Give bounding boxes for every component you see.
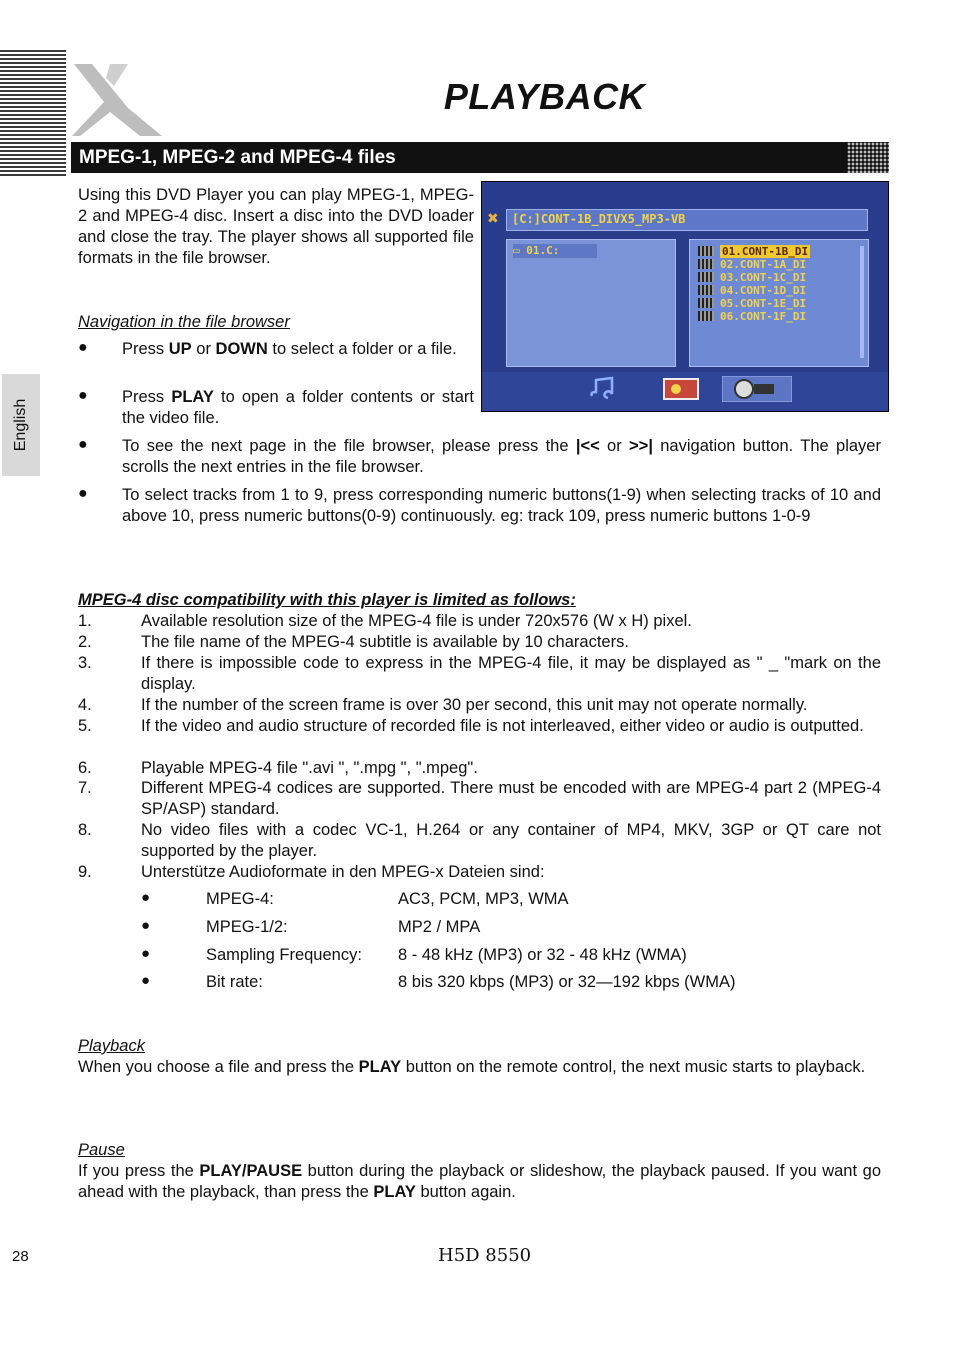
audio-value: AC3, PCM, MP3, WMA [398, 890, 569, 908]
list-item: Unterstütze Audioformate in den MPEG-x Dateien sind: [141, 863, 545, 881]
audio-label: Sampling Frequency: [206, 946, 362, 964]
compat-heading: MPEG-4 disc compatibility with this player is limited as follows: [78, 591, 576, 609]
audio-value: 8 - 48 kHz (MP3) or 32 - 48 kHz (WMA) [398, 946, 687, 964]
file-item: 03.CONT-1C_DI [720, 271, 807, 284]
list-number: 3. [78, 654, 92, 672]
footer-brand: H5D 8550 [438, 1245, 532, 1266]
list-number: 8. [78, 821, 92, 839]
list-number: 1. [78, 612, 92, 630]
list-item: Available resolution size of the MPEG-4 file is under 720x576 (W x H) pixel. [141, 612, 692, 630]
audio-label: MPEG-4: [206, 890, 274, 908]
music-icon [582, 376, 652, 402]
page-number: 28 [12, 1248, 29, 1265]
file-icon [698, 272, 714, 282]
path-text: [C:]CONT-1B_DIVX5_MP3-VB [512, 212, 686, 226]
folder-icon: ▭ [513, 244, 527, 257]
pause-paragraph: If you press the PLAY/PAUSE button during the playback or slideshow, the playback paused. If you want go ahead with the playback, than press the PLAY button again. [78, 1162, 881, 1201]
file-icon [698, 298, 714, 308]
audio-label: MPEG-1/2: [206, 918, 288, 936]
bullet-item: Press UP or DOWN to select a folder or a file. [122, 340, 457, 358]
file-icon [698, 311, 714, 321]
file-item: 01.CONT-1B_DI [722, 245, 809, 258]
page-title: PLAYBACK [443, 76, 646, 117]
intro-paragraph: Using this DVD Player you can play MPEG-1, MPEG-2 and MPEG-4 disc. Insert a disc into the DVD loader and close the tray. The player shows all supported file formats in the file browser. [78, 186, 474, 267]
movie-icon [722, 376, 792, 402]
folder-item [513, 244, 597, 258]
folder-pane [506, 239, 676, 367]
section-header [71, 142, 889, 173]
bullet-icon: ● [141, 917, 151, 934]
file-icon [698, 259, 714, 269]
media-type-bar [482, 372, 888, 411]
file-item: 04.CONT-1D_DI [720, 284, 807, 297]
file-pane [689, 239, 869, 367]
list-number: 9. [78, 863, 92, 881]
disc-icon: ✖ [487, 210, 499, 226]
list-item: Playable MPEG-4 file ".avi ", ".mpg ", ".mpeg". [141, 759, 478, 777]
dot-pattern [847, 142, 889, 173]
bullet-icon: ● [141, 945, 151, 962]
folder-label: 01.C: [526, 244, 560, 257]
list-item: If the video and audio structure of recorded file is not interleaved, either video or audio is outputted. [141, 717, 864, 735]
playback-heading: Playback [78, 1037, 145, 1055]
language-tab-label: English [12, 398, 29, 452]
photo-icon [652, 376, 722, 402]
audio-label: Bit rate: [206, 973, 263, 991]
list-number: 6. [78, 759, 92, 777]
list-item: The file name of the MPEG-4 subtitle is available by 10 characters. [141, 633, 629, 651]
file-icon [698, 246, 714, 256]
bullet-icon: ● [141, 889, 151, 906]
file-item: 06.CONT-1F_DI [720, 310, 807, 323]
audio-value: 8 bis 320 kbps (MP3) or 32—192 kbps (WMA) [398, 973, 736, 991]
navigation-heading: Navigation in the file browser [78, 313, 290, 331]
list-item: No video files with a codec VC-1, H.264 or any container of MP4, MKV, 3GP or QT care not supported by the player. [141, 821, 881, 860]
file-icon [698, 285, 714, 295]
section-title: MPEG-1, MPEG-2 and MPEG-4 files [79, 147, 396, 168]
list-number: 5. [78, 717, 92, 735]
bullet-icon: ● [78, 339, 88, 356]
scrollbar [860, 246, 864, 358]
bullet-item: Press PLAY to open a folder contents or start the video file. [122, 388, 474, 427]
bullet-icon: ● [141, 972, 151, 989]
file-item: 02.CONT-1A_DI [720, 258, 807, 271]
list-number: 7. [78, 779, 92, 797]
bullet-item: To see the next page in the file browser, please press the |<< or >>| navigation button. The player scrolls the next entries in the file browser. [122, 437, 881, 476]
file-item: 05.CONT-1E_DI [720, 297, 807, 310]
audio-value: MP2 / MPA [398, 918, 481, 936]
list-number: 2. [78, 633, 92, 651]
bullet-icon: ● [78, 387, 88, 404]
pause-heading: Pause [78, 1141, 125, 1159]
language-tab [2, 374, 40, 476]
bullet-icon: ● [78, 436, 88, 453]
list-item: If there is impossible code to express in the MPEG-4 file, it may be displayed as " _ "mark on the display. [141, 654, 881, 693]
list-item: Different MPEG-4 codices are supported. There must be encoded with are MPEG-4 part 2 (MPEG-4 SP/ASP) standard. [141, 779, 881, 818]
playback-paragraph: When you choose a file and press the PLAY button on the remote control, the next music starts to playback. [78, 1058, 866, 1076]
bullet-icon: ● [78, 485, 88, 502]
file-browser-screenshot [481, 181, 889, 412]
list-number: 4. [78, 696, 92, 714]
bullet-item: To select tracks from 1 to 9, press corresponding numeric buttons(1-9) when selecting tracks of 10 and above 10, press numeric buttons(0-9) continuously. eg: track 109, press numeric buttons 1-0-9 [122, 486, 881, 525]
list-item: If the number of the screen frame is over 30 per second, this unit may not operate normally. [141, 696, 808, 714]
